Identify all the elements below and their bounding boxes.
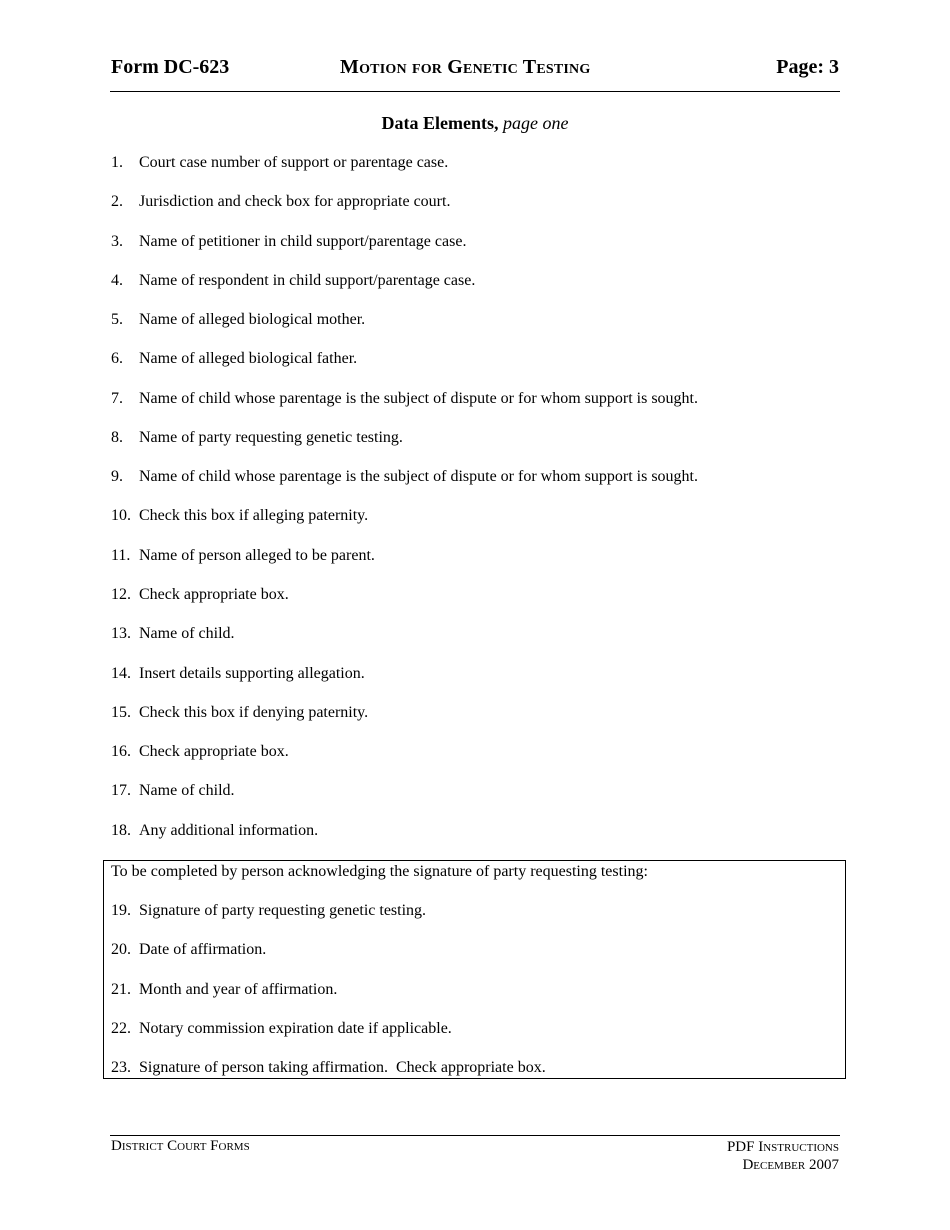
list-item <box>111 153 448 173</box>
item-text: Month and year of affirmation. <box>139 981 338 998</box>
item-text: Check appropriate box. <box>139 586 289 603</box>
list-item <box>111 232 466 252</box>
list-item <box>111 349 357 369</box>
item-text: Name of person alleged to be parent. <box>139 547 375 564</box>
item-number: 19. <box>111 902 131 919</box>
item-text: Name of alleged biological mother. <box>139 311 366 328</box>
item-text: Name of child whose parentage is the subject of dispute or for whom support is sought. <box>139 390 698 407</box>
item-text: Any additional information. <box>139 822 319 839</box>
item-number: 5. <box>111 311 123 328</box>
item-text: Name of child. <box>139 625 235 642</box>
item-text: Jurisdiction and check box for appropriate court. <box>139 193 451 210</box>
item-text: Notary commission expiration date if applicable. <box>139 1020 452 1037</box>
item-number: 12. <box>111 586 131 603</box>
item-number: 1. <box>111 154 123 171</box>
list-item <box>111 980 337 1000</box>
list-item <box>111 546 375 566</box>
list-item <box>111 585 289 605</box>
item-text: Name of respondent in child support/parentage case. <box>139 272 476 289</box>
item-text: Name of petitioner in child support/parentage case. <box>139 233 467 250</box>
item-text: Signature of person taking affirmation. Check appropriate box. <box>139 1059 546 1076</box>
item-number: 6. <box>111 350 123 367</box>
item-text: Check this box if denying paternity. <box>139 704 369 721</box>
form-title: Motion for Genetic Testing <box>340 56 591 78</box>
item-text: Insert details supporting allegation. <box>139 665 365 682</box>
footer-divider <box>110 1135 840 1136</box>
item-number: 7. <box>111 390 123 407</box>
item-text: Name of party requesting genetic testing. <box>139 429 403 446</box>
affirmation-box <box>103 860 846 1079</box>
form-id: Form DC-623 <box>111 56 230 78</box>
item-number: 15. <box>111 704 131 721</box>
list-item <box>111 901 426 921</box>
item-number: 16. <box>111 743 131 760</box>
page-number: Page: 3 <box>776 56 839 78</box>
item-number: 4. <box>111 272 123 289</box>
section-title <box>0 113 950 134</box>
item-number: 3. <box>111 233 123 250</box>
footer-right <box>727 1138 839 1174</box>
item-number: 18. <box>111 822 131 839</box>
list-item <box>111 624 235 644</box>
list-item <box>111 781 235 801</box>
item-number: 14. <box>111 665 131 682</box>
item-number: 11. <box>111 547 131 564</box>
section-title-bold: Data Elements, <box>381 113 499 133</box>
item-number: 10. <box>111 507 131 524</box>
item-text: Name of child. <box>139 782 235 799</box>
item-number: 22. <box>111 1020 131 1037</box>
item-text: Court case number of support or parentage case. <box>139 154 449 171</box>
list-item <box>111 192 450 212</box>
list-item <box>111 664 365 684</box>
list-item <box>111 1058 546 1078</box>
item-text: Check appropriate box. <box>139 743 289 760</box>
list-item <box>111 389 698 409</box>
header-divider <box>110 91 840 92</box>
list-item <box>111 506 368 526</box>
item-text: Signature of party requesting genetic testing. <box>139 902 427 919</box>
item-number: 8. <box>111 429 123 446</box>
list-item <box>111 310 365 330</box>
list-item <box>111 703 368 723</box>
item-text: Check this box if alleging paternity. <box>139 507 369 524</box>
item-number: 23. <box>111 1059 131 1076</box>
list-item <box>111 271 475 291</box>
footer-right-line2: December 2007 <box>742 1157 839 1173</box>
list-item <box>111 821 318 841</box>
item-number: 17. <box>111 782 131 799</box>
item-number: 20. <box>111 941 131 958</box>
list-item <box>111 1019 452 1039</box>
list-item <box>111 428 403 448</box>
page-header <box>111 56 839 82</box>
list-item <box>111 940 266 960</box>
list-item <box>111 742 289 762</box>
item-number: 9. <box>111 468 123 485</box>
section-title-italic: page one <box>503 113 569 133</box>
list-item <box>111 467 698 487</box>
item-number: 21. <box>111 981 131 998</box>
footer-right-line1: PDF Instructions <box>726 1139 839 1155</box>
affirmation-intro: To be completed by person acknowledging the signature of party requesting testing: <box>111 863 648 880</box>
item-text: Name of child whose parentage is the subject of dispute or for whom support is sought. <box>139 468 698 485</box>
item-number: 2. <box>111 193 123 210</box>
footer-left: District Court Forms <box>111 1138 250 1154</box>
item-number: 13. <box>111 625 131 642</box>
item-text: Date of affirmation. <box>139 941 267 958</box>
item-text: Name of alleged biological father. <box>139 350 358 367</box>
